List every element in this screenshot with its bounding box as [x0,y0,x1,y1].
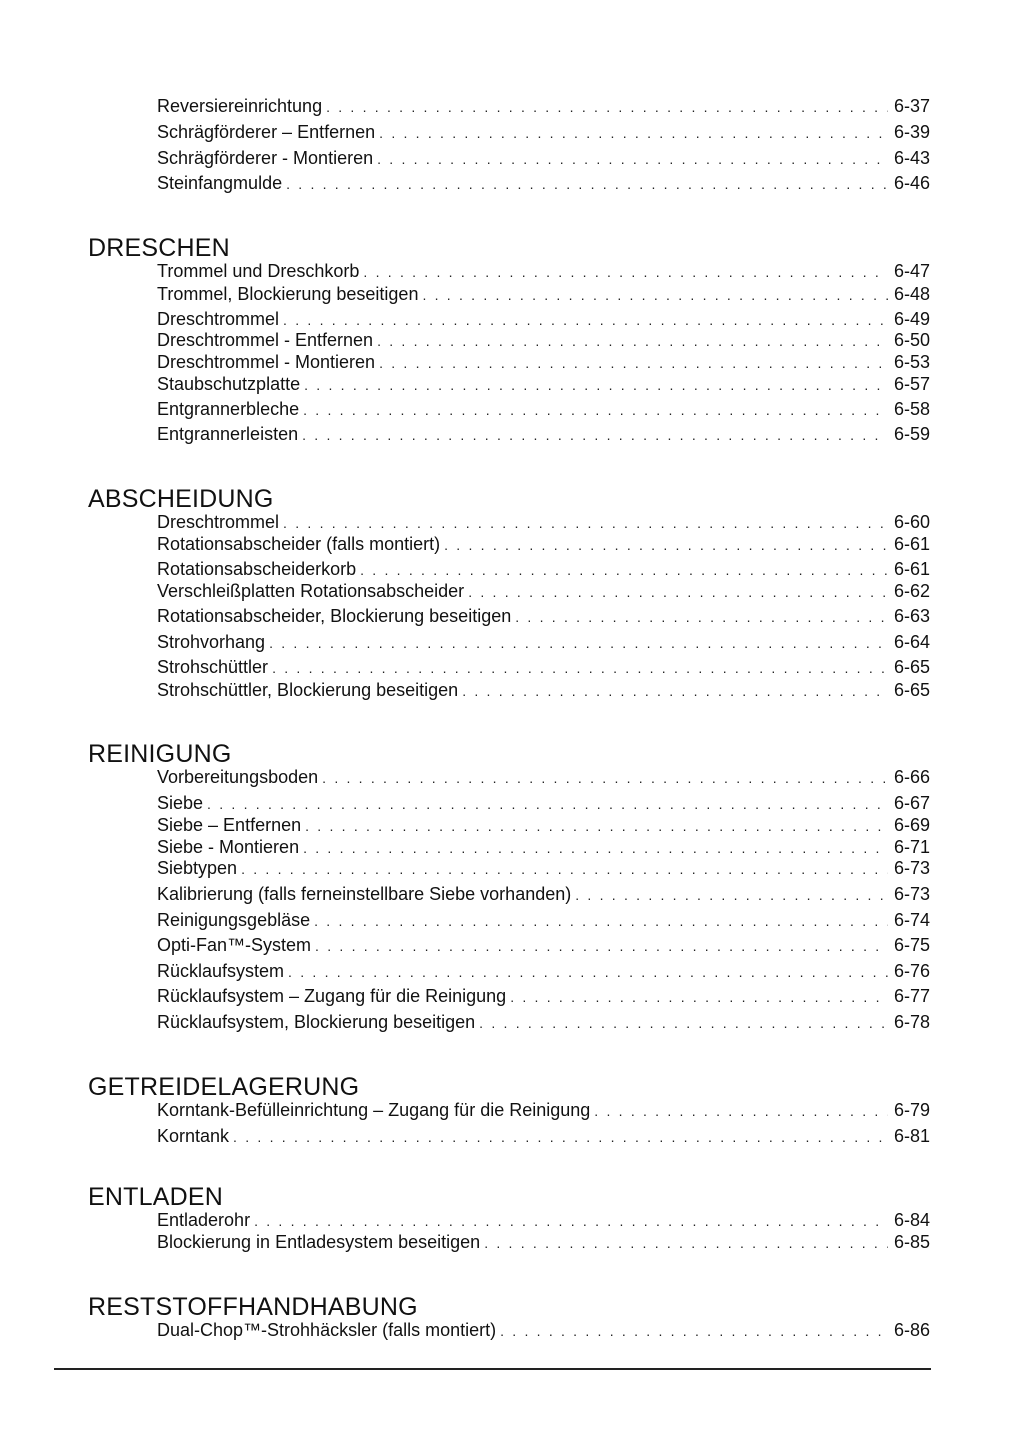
section-heading: ENTLADEN [88,1183,223,1211]
toc-entry[interactable] [157,1319,930,1341]
toc-entry-title: Vorbereitungsboden [157,767,319,787]
toc-entry[interactable] [157,558,930,580]
dot-leader [326,96,888,118]
toc-entry[interactable] [157,679,930,701]
dot-leader [360,559,888,581]
toc-entry-page: 6-85 [893,1232,930,1252]
toc-entry-title: Entgrannerbleche [157,399,300,419]
toc-entry-page: 6-73 [893,884,930,904]
toc-entry-page: 6-84 [893,1210,930,1230]
toc-entry[interactable] [157,329,930,351]
toc-entry-page: 6-73 [893,858,930,878]
dot-leader [379,352,888,374]
toc-entry-page: 6-48 [893,284,930,304]
dot-leader [444,534,888,556]
toc-entry-page: 6-65 [893,657,930,677]
dot-leader [288,961,888,983]
dot-leader [315,935,888,957]
dot-leader [283,512,888,534]
toc-entry-page: 6-69 [893,815,930,835]
toc-entry-page: 6-76 [893,961,930,981]
toc-entry-title: Rotationsabscheider (falls montiert) [157,534,441,554]
toc-entry-page: 6-74 [893,910,930,930]
dot-leader [303,399,888,421]
toc-entry-page: 6-53 [893,352,930,372]
toc-entry-title: Rücklaufsystem – Zugang für die Reinigung [157,986,507,1006]
toc-entry[interactable] [157,934,930,956]
toc-entry-page: 6-79 [893,1100,930,1120]
toc-entry[interactable] [157,985,930,1007]
dot-leader [305,815,888,837]
toc-entry[interactable] [157,836,930,858]
toc-entry[interactable] [157,1209,930,1231]
toc-entry-title: Dreschtrommel - Montieren [157,352,376,372]
toc-entry-title: Steinfangmulde [157,173,283,193]
toc-entry-page: 6-78 [893,1012,930,1032]
toc-entry[interactable] [157,283,930,305]
dot-leader [379,122,888,144]
toc-entry-page: 6-39 [893,122,930,142]
toc-entry-page: 6-59 [893,424,930,444]
dot-leader [283,309,888,331]
toc-entry-title: Korntank-Befülleinrichtung – Zugang für die Reinigung [157,1100,591,1120]
toc-entry-page: 6-63 [893,606,930,626]
section-heading: ABSCHEIDUNG [88,485,274,513]
dot-leader [254,1210,888,1232]
toc-entry-page: 6-37 [893,96,930,116]
toc-entry-title: Siebe – Entfernen [157,815,302,835]
toc-entry[interactable] [157,308,930,330]
toc-entry-title: Rotationsabscheider, Blockierung beseitigen [157,606,512,626]
dot-leader [575,884,888,906]
toc-entry-title: Dreschtrommel [157,309,280,329]
toc-entry-page: 6-66 [893,767,930,787]
toc-entry-title: Entladerohr [157,1210,251,1230]
toc-entry[interactable] [157,883,930,905]
dot-leader [377,148,888,170]
dot-leader [515,606,888,628]
toc-entry-title: Staubschutzplatte [157,374,301,394]
toc-entry-page: 6-77 [893,986,930,1006]
dot-leader [500,1320,888,1342]
toc-entry-title: Korntank [157,1126,230,1146]
toc-entry[interactable] [157,857,930,879]
toc-entry[interactable] [157,423,930,445]
toc-entry[interactable] [157,1125,930,1147]
footer-rule [54,1368,931,1370]
section-heading: DRESCHEN [88,234,230,262]
toc-entry-page: 6-81 [893,1126,930,1146]
toc-entry-title: Rücklaufsystem [157,961,285,981]
section-heading: REINIGUNG [88,740,232,768]
toc-entry-page: 6-86 [893,1320,930,1340]
toc-entry[interactable] [157,909,930,931]
toc-entry-title: Strohvorhang [157,632,266,652]
toc-entry-title: Dreschtrommel [157,512,280,532]
toc-entry-title: Trommel und Dreschkorb [157,261,360,281]
toc-entry-page: 6-58 [893,399,930,419]
toc-entry[interactable] [157,605,930,627]
toc-entry-page: 6-60 [893,512,930,532]
toc-entry-page: 6-71 [893,837,930,857]
toc-entry-page: 6-65 [893,680,930,700]
toc-entry-page: 6-43 [893,148,930,168]
toc-entry-title: Verschleißplatten Rotationsabscheider [157,581,465,601]
toc-entry-page: 6-57 [893,374,930,394]
toc-entry-title: Blockierung in Entladesystem beseitigen [157,1232,481,1252]
toc-entry-page: 6-49 [893,309,930,329]
dot-leader [468,581,888,603]
dot-leader [314,910,888,932]
dot-leader [594,1100,888,1122]
toc-entry-title: Rücklaufsystem, Blockierung beseitigen [157,1012,476,1032]
toc-entry[interactable] [157,766,930,788]
toc-entry[interactable] [157,1231,930,1253]
toc-entry-title: Dreschtrommel - Entfernen [157,330,374,350]
dot-leader [422,284,888,306]
toc-entry-title: Siebe - Montieren [157,837,300,857]
toc-entry-page: 6-61 [893,559,930,579]
toc-entry[interactable] [157,580,930,602]
dot-leader [304,374,888,396]
toc-entry[interactable] [157,960,930,982]
toc-entry-title: Siebtypen [157,858,238,878]
dot-leader [286,173,888,195]
dot-leader [207,793,888,815]
dot-leader [302,424,888,446]
toc-entry-title: Trommel, Blockierung beseitigen [157,284,419,304]
toc-entry-title: Schrägförderer – Entfernen [157,122,376,142]
toc-entry-title: Strohschüttler [157,657,269,677]
dot-leader [272,657,888,679]
section-heading: RESTSTOFFHANDHABUNG [88,1293,418,1321]
toc-entry[interactable] [157,814,930,836]
toc-entry[interactable] [157,172,930,194]
toc-entry-page: 6-67 [893,793,930,813]
toc-entry-page: 6-61 [893,534,930,554]
dot-leader [241,858,888,880]
toc-entry[interactable] [157,631,930,653]
dot-leader [269,632,888,654]
toc-entry[interactable] [157,792,930,814]
toc-entry-title: Siebe [157,793,204,813]
toc-entry[interactable] [157,373,930,395]
dot-leader [233,1126,888,1148]
toc-entry[interactable] [157,656,930,678]
dot-leader [322,767,888,789]
toc-entry[interactable] [157,260,930,282]
dot-leader [363,261,888,283]
toc-entry-title: Opti-Fan™-System [157,935,312,955]
toc-entry-page: 6-46 [893,173,930,193]
dot-leader [462,680,888,702]
toc-entry[interactable] [157,351,930,373]
toc-entry-title: Entgrannerleisten [157,424,299,444]
dot-leader [377,330,888,352]
toc-entry-page: 6-47 [893,261,930,281]
toc-entry-page: 6-50 [893,330,930,350]
toc-entry-title: Reinigungsgebläse [157,910,311,930]
toc-entry-title: Strohschüttler, Blockierung beseitigen [157,680,459,700]
toc-entry-title: Schrägförderer - Montieren [157,148,374,168]
toc-entry[interactable] [157,511,930,533]
toc-entry[interactable] [157,95,930,117]
dot-leader [510,986,888,1008]
toc-entry-page: 6-64 [893,632,930,652]
dot-leader [484,1232,888,1254]
toc-entry-title: Rotationsabscheiderkorb [157,559,357,579]
toc-entry[interactable] [157,533,930,555]
toc-entry[interactable] [157,398,930,420]
toc-entry-title: Kalibrierung (falls ferneinstellbare Siebe vorhanden) [157,884,572,904]
dot-leader [303,837,888,859]
toc-entry[interactable] [157,1011,930,1033]
dot-leader [479,1012,888,1034]
toc-entry[interactable] [157,147,930,169]
toc-entry[interactable] [157,121,930,143]
section-heading: GETREIDELAGERUNG [88,1073,360,1101]
toc-entry-page: 6-75 [893,935,930,955]
toc-entry-page: 6-62 [893,581,930,601]
toc-entry-title: Reversiereinrichtung [157,96,323,116]
toc-entry[interactable] [157,1099,930,1121]
toc-entry-title: Dual-Chop™-Strohhäcksler (falls montiert) [157,1320,497,1340]
